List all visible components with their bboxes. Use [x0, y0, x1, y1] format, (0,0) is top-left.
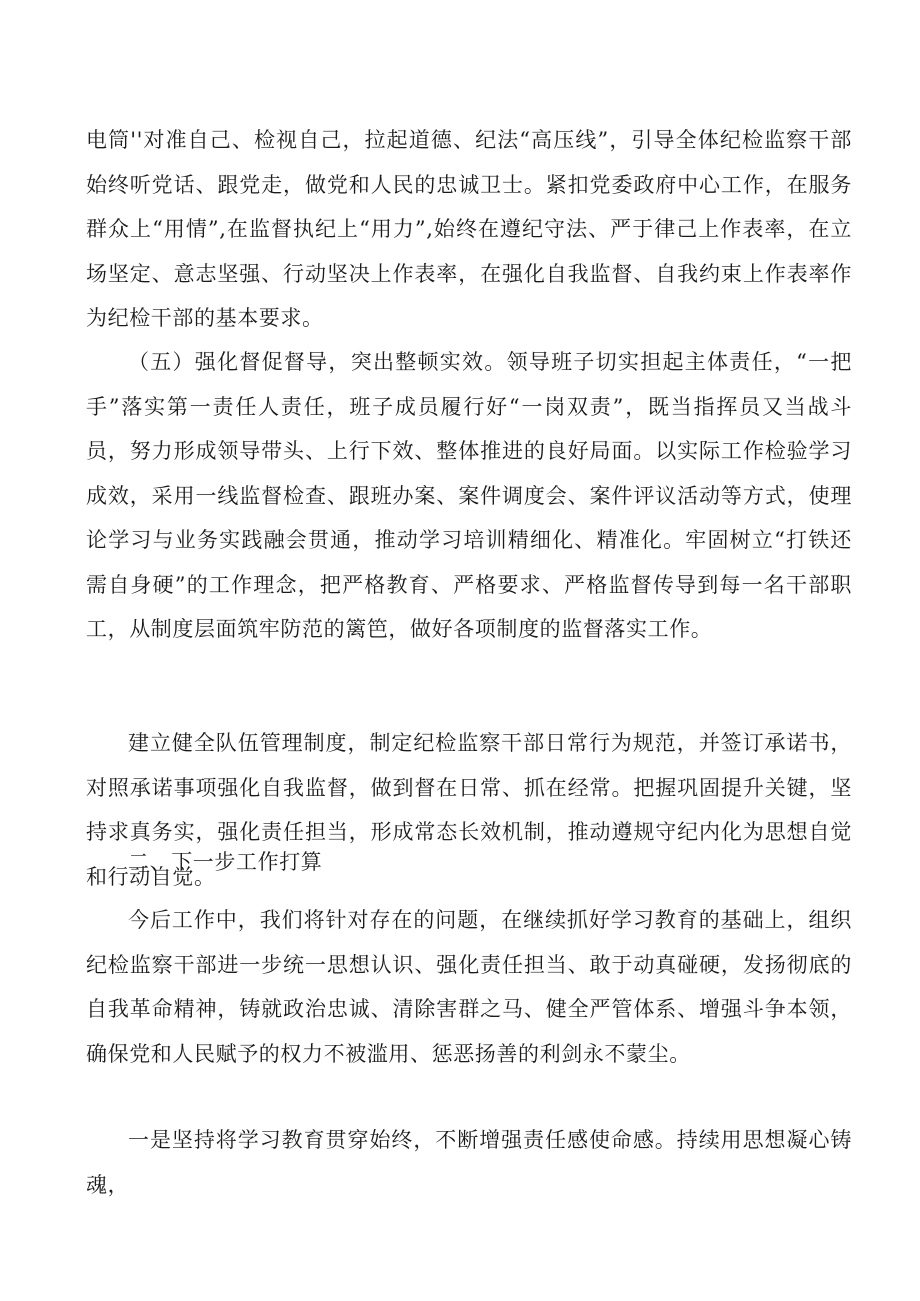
- paragraph-future-work: 今后工作中，我们将针对存在的问题，在继续抓好学习教育的基础上，组织纪检监察干部进一步统一思想认识、强化责任担当、敢于动真碰硬，发扬彻底的自我革命精神，铸就政治忠诚、清除害群之马、健全严管体系、增强斗争本领，确保党和人民赋予的权力不被滥用、惩恶扬善的利剑永不蒙尘。: [86, 908, 852, 1066]
- paragraph-management-system: 建立健全队伍管理制度，制定纪检监察干部日常行为规范，并签订承诺书，对照承诺事项强化自我监督，做到督在日常、抓在经常。把握巩固提升关键，坚持求真务实，强化责任担当，形成常态长效机制，推动遵规守纪内化为思想自觉和行动自觉。: [86, 731, 852, 889]
- paragraph-section-five: （五）强化督促督导，突出整顿实效。领导班子切实担起主体责任，“一把手”落实第一责任人责任，班子成员履行好“一岗双责”，既当指挥员又当战斗员，努力形成领导带头、上行下效、整体推进的良好局面。以实际工作检验学习成效，采用一线监督检查、跟班办案、案件调度会、案件评议活动等方式，使理论学习与业务实践融会贯通，推动学习培训精细化、精准化。牢固树立“打铁还需自身硬”的工作理念，把严格教育、严格要求、严格监督传导到每一名干部职工，从制度层面筑牢防范的篱笆，做好各项制度的监督落实工作。: [86, 350, 852, 641]
- section-heading-next-steps: 二、下一步工作打算: [128, 850, 323, 874]
- paragraph-point-one: 一是坚持将学习教育贯穿始终，不断增强责任感使命感。持续用思想凝心铸魂，: [86, 1128, 852, 1197]
- paragraph-continued: 电筒''对准自己、检视自己，拉起道德、纪法“高压线”，引导全体纪检监察干部始终听党话、跟党走，做党和人民的忠诚卫士。紧扣党委政府中心工作，在服务群众上“用情”,在监督执纪上“用力”,始终在遵纪守法、严于律己上作表率，在立场坚定、意志坚强、行动坚决上作表率，在强化自我监督、自我约束上作表率作为纪检干部的基本要求。: [86, 128, 852, 330]
